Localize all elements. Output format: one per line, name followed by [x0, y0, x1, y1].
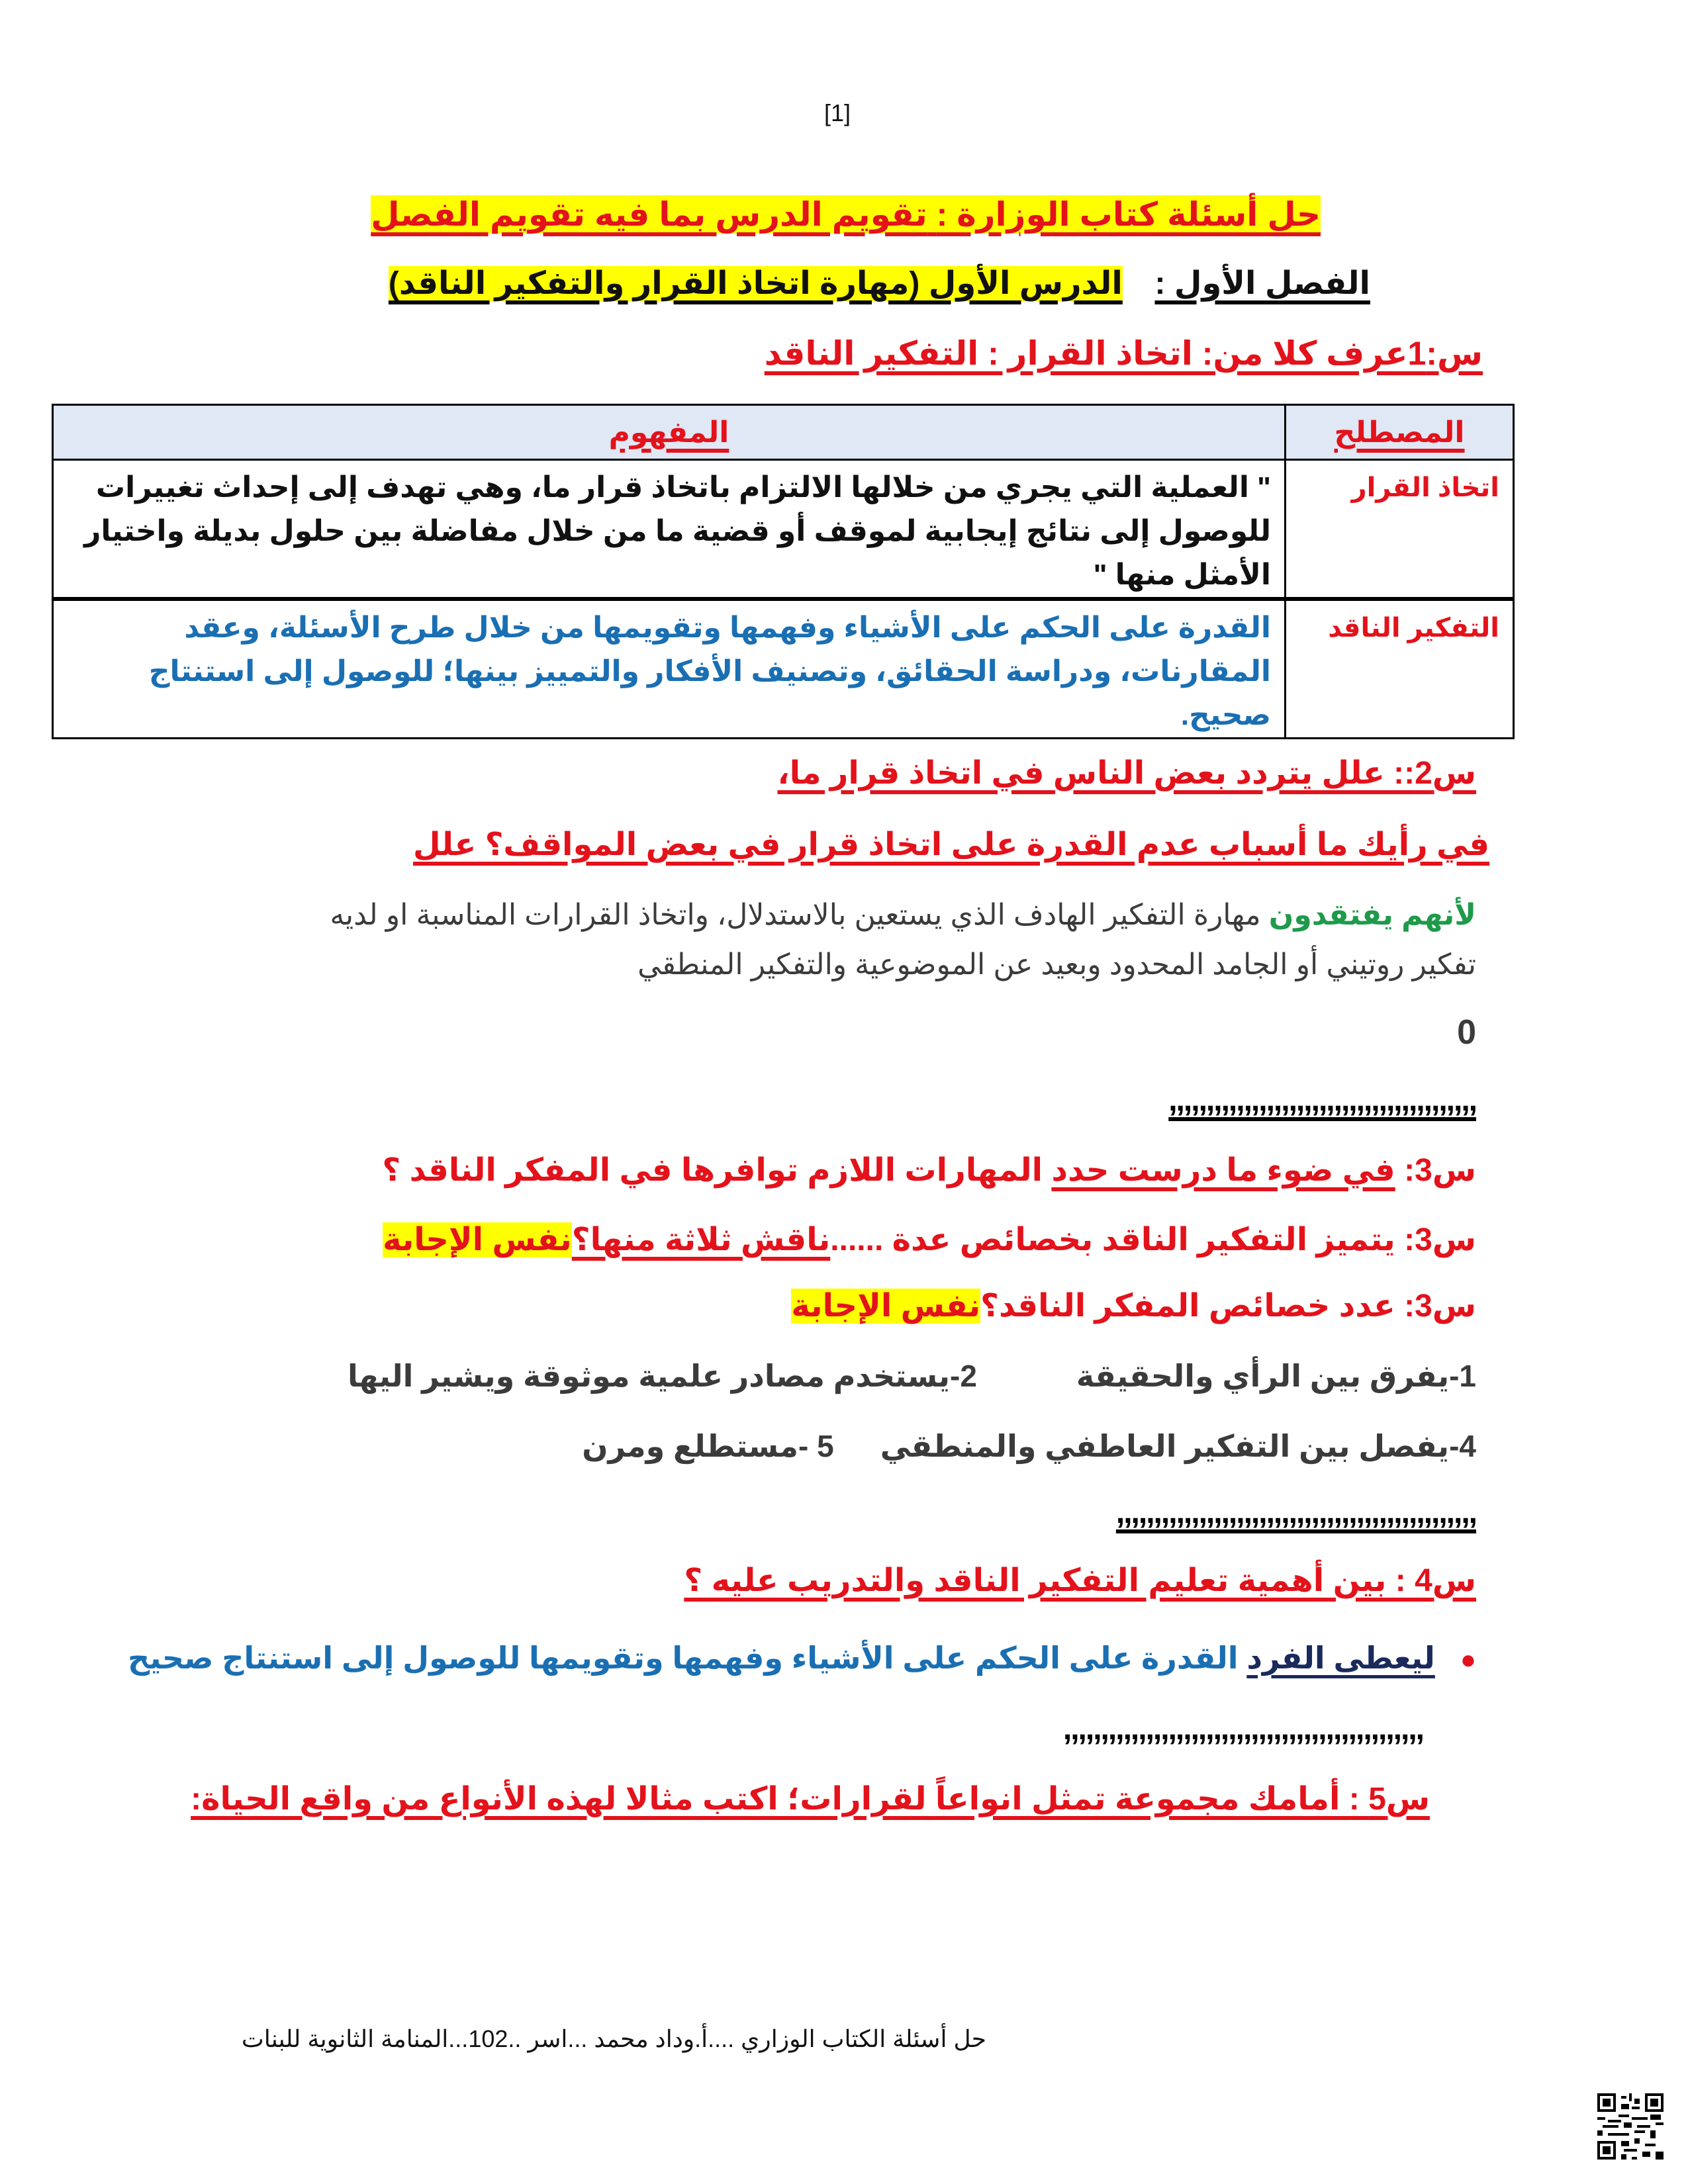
list-item: 1-يفرق بين الرأي والحقيقة [1076, 1359, 1476, 1393]
table-row [53, 599, 1514, 739]
header-term: المصطلح [1286, 405, 1514, 460]
list-item: 2-يستخدم مصادر علمية موثوقة ويشير اليها [347, 1359, 977, 1393]
list-item: 4-يفصل بين التفكير العاطفي والمنطقي [880, 1429, 1476, 1463]
traits-row-2 [582, 1428, 1476, 1464]
separator: ,,,,,,,,,,,,,,,,,,,,,,,,,,,,,,,,,,,,,,,,,,,,,,,, [1115, 1495, 1476, 1530]
answer-2-lead: لأنهم يفتقدون [1268, 899, 1476, 931]
list-item: 5 -مستطلع ومرن [582, 1429, 834, 1463]
bullet-icon: ● [1460, 1645, 1476, 1674]
question-1: س:1عرف كلا من: اتخاذ القرار : التفكير الناقد [764, 335, 1483, 372]
answer-2 [271, 890, 1476, 989]
answer-4-lead: ليعطى الفرد [1246, 1641, 1435, 1675]
separator: ,,,,,,,,,,,,,,,,,,,,,,,,,,,,,,,,,,,,,,,,,,,,,,,, [1062, 1711, 1423, 1747]
stray-digit: 0 [1457, 1013, 1476, 1052]
same-answer-badge: نفس الإجابة [383, 1222, 572, 1257]
footer-text: حل أسئلة الكتاب الوزاري ....أ.وداد محمد ...اسر ..102...المنامة الثانوية للبنات [241, 2025, 986, 2052]
page-number: [1] [824, 99, 851, 126]
definition-cell: " العملية التي يجري من خلالها الالتزام باتخاذ قرار ما، وهي تهدف إلى إحداث تغييرات للوصول إلى نتائج إيجابية لموقف أو قضية ما من خلال مفاضلة بين حلول بديلة واختيار الأمثل منها " [53, 460, 1286, 600]
qr-code-icon [1597, 2093, 1664, 2160]
term-cell: التفكير الناقد [1286, 599, 1514, 739]
table-row [53, 460, 1514, 600]
document-title [371, 195, 1321, 234]
same-answer-badge: نفس الإجابة [791, 1289, 981, 1324]
table-header-row [53, 405, 1514, 460]
definitions-table [52, 404, 1515, 739]
lesson-label: الدرس الأول (مهارة اتخاذ القرار والتفكير الناقد) [388, 266, 1123, 301]
question-5: س5 : أمامك مجموعة تمثل انواعاً لقرارات؛ اكتب مثالا لهذه الأنواع من واقع الحياة: [191, 1782, 1430, 1817]
question-3c: س3: عدد خصائص المفكر الناقد؟نفس الإجابة [791, 1289, 1476, 1324]
title-suffix: تقويم الدرس بما فيه تقويم الفصل [371, 196, 927, 233]
question-4: س4 : بين أهمية تعليم التفكير الناقد والتدريب عليه ؟ [684, 1563, 1476, 1598]
definition-cell: القدرة على الحكم على الأشياء وفهمها وتقويمها من خلال طرح الأسئلة، وعقد المقارنات، ودراسة الحقائق، وتصنيف الأفكار والتمييز بينها؛ للوصول إلى استنتاج صحيح. [53, 599, 1286, 739]
header-concept: المفهوم [53, 405, 1286, 460]
separator: ,,,,,,,,,,,,,,,,,,,,,,,,,,,,,,,,,,,,,,,,, [1168, 1083, 1476, 1118]
traits-row-1 [348, 1358, 1476, 1394]
answer-2-body: مهارة التفكير الهادف الذي يستعين بالاستدلال، واتخاذ القرارات المناسبة او لديه تفكير روتيني أو الجامد المحدود وبعيد عن الموضوعية والتفكير المنطقي [330, 899, 1476, 981]
term-cell: اتخاذ القرار [1286, 460, 1514, 600]
question-2-line-2: في رأيك ما أسباب عدم القدرة على اتخاذ قرار في بعض المواقف؟ علل [413, 827, 1489, 862]
chapter-label: الفصل الأول : [1154, 266, 1370, 301]
answer-4-body: القدرة على الحكم على الأشياء وفهمها وتقويمها للوصول إلى استنتاج صحيح [127, 1641, 1247, 1675]
question-2-line-1: س2:: علل يتردد بعض الناس في اتخاذ قرار ما، [777, 756, 1476, 791]
question-3b: س3: يتميز التفكير الناقد بخصائص عدة ......ناقش ثلاثة منها؟نفس الإجابة [383, 1222, 1476, 1257]
chapter-heading [389, 265, 1370, 302]
question-3a: س3: في ضوء ما درست حدد المهارات اللازم توافرها في المفكر الناقد ؟ [382, 1153, 1476, 1188]
answer-4 [128, 1640, 1476, 1676]
title-prefix: حل أسئلة كتاب الوزارة : [936, 196, 1321, 233]
